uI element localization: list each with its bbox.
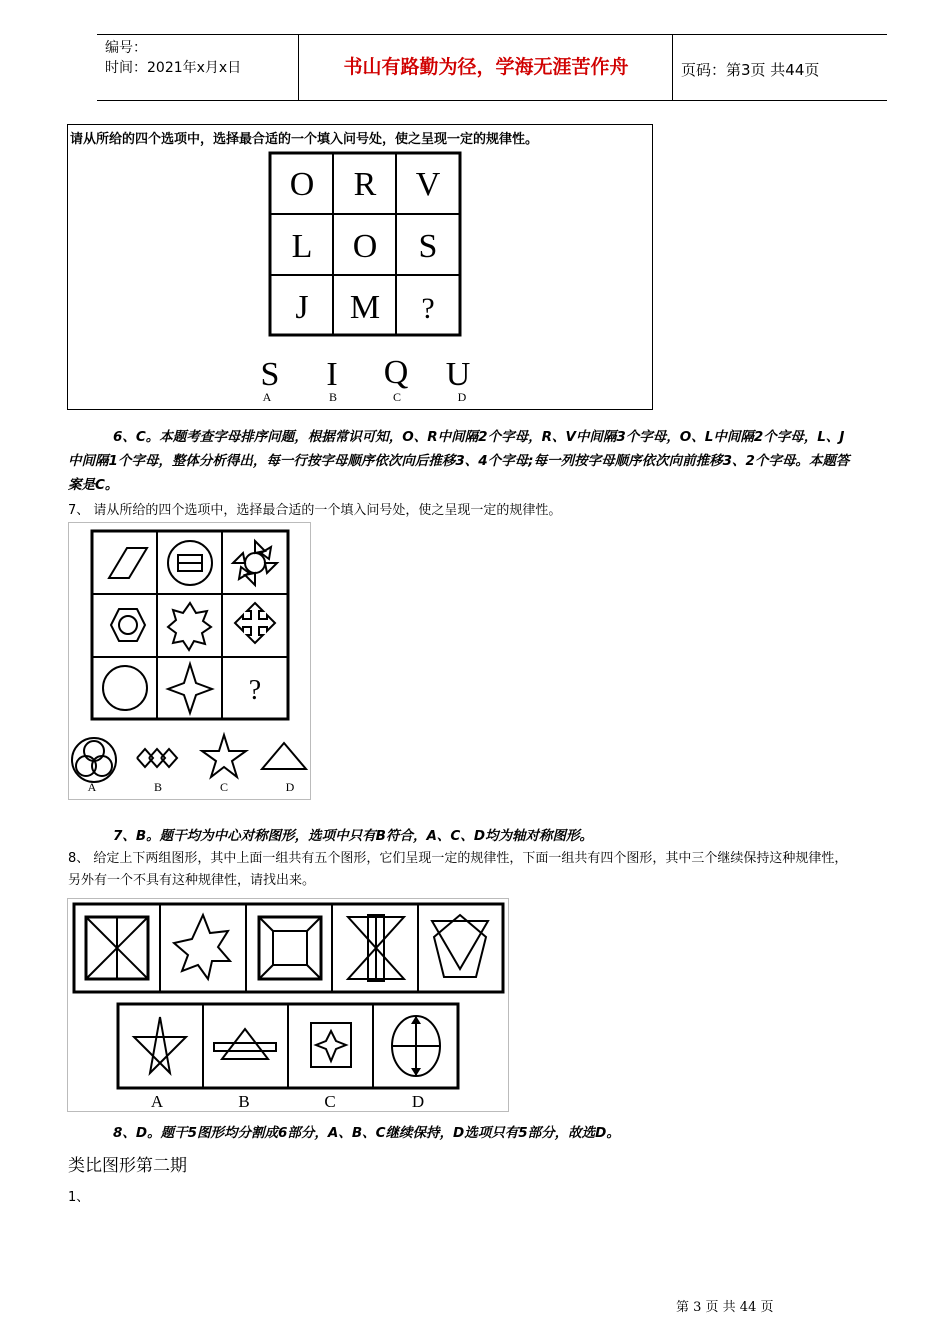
q6-label-b: B [328,390,338,404]
q6-option-b: I [326,356,338,393]
q7-question-mark: ? [248,675,262,706]
q7-prompt: 7、 请从所给的四个选项中，选择最合适的一个填入问号处，使之呈现一定的规律性。 [68,503,562,518]
q7-label-b: B [153,780,163,794]
header-meta [105,38,241,78]
header-page-label: 页码：第3页 共44页 [681,61,820,79]
q6-cell-2: R [353,166,377,203]
option-a-trefoil-icon [72,738,116,782]
parallelogram-icon [109,548,147,578]
q7-label-d: D [285,780,295,794]
q7-explanation: 7、B。题干均为中心对称图形，选项中只有B符合，A、C、D均为轴对称图形。 [113,828,594,844]
q7-label-c: C [219,780,229,794]
hourglass-bar-icon [348,915,404,981]
q8-shape-rows [68,899,508,1111]
q8-prompt-line1: 8、 给定上下两组图形，其中上面一组共有五个图形，它们呈现一定的规律性，下面一组共有四个图形，其中三个继续保持这种规律性， [68,851,848,866]
q7-label-a: A [87,780,97,794]
q8-figure [67,898,509,1112]
header-divider-left [298,34,299,101]
q6-cell-6: S [418,228,438,265]
nested-square-icon [259,917,321,979]
q6-label-a: A [262,390,272,404]
q6-cell-8: M [349,289,381,326]
four-point-star-icon [168,664,212,713]
jagged-star-icon [174,915,230,979]
q8-label-b: B [238,1092,250,1111]
q6-cell-7: J [295,289,309,326]
q6-cell-1: O [289,166,315,203]
time-label: 时间：2021年x月x日 [105,60,242,76]
q6-cell-4: L [291,228,313,265]
q7-figure [68,522,311,800]
q6-explanation-line2: 中间隔1个字母，整体分析得出，每一行按字母顺序依次向后推移3、4个字母;每一列按字母顺序依次向前推移3、2个字母。本题答 [68,453,850,469]
option-b-diamonds-icon [137,749,177,767]
option-b-triangle-bar-icon [214,1029,276,1059]
q6-option-d: U [445,356,471,393]
q6-letter-grid [68,125,652,409]
q6-figure [67,124,653,410]
square-cross-icon [86,917,148,979]
q6-cell-9: ? [421,292,435,325]
header-motto: 书山有路勤为径，学海无涯苦作舟 [343,56,629,78]
q6-explanation-line1: 6、C。本题考查字母排序问题，根据常识可知，O、R中间隔2个字母，R、V中间隔3个字母，O、L中间隔2个字母，L、J [113,429,845,445]
q6-explanation [68,425,928,497]
q7-shape-grid [69,523,310,799]
q6-prompt: 请从所给的四个选项中，选择最合适的一个填入问号处，使之呈现一定的规律性。 [70,132,539,147]
option-c-square-star-icon [311,1023,351,1067]
q8-label-d: D [411,1092,425,1111]
q8-prompt [68,848,940,892]
q6-option-c: Q [383,354,409,391]
header-bottom-rule [97,100,887,101]
q8-explanation: 8、D。题干5图形均分割成6部分，A、B、C继续保持，D选项只有5部分，故选D。 [113,1125,620,1141]
q8-label-a: A [150,1092,164,1111]
circle-icon [103,666,147,710]
section-title: 类比图形第二期 [68,1156,187,1176]
pinwheel-icon [233,541,277,585]
option-a-pentagram-icon [134,1017,186,1073]
q8-prompt-line2: 另外有一个不具有这种规律性，请找出来。 [68,873,316,888]
serial-label: 编号： [105,40,147,56]
q6-explanation-line3: 案是C。 [68,477,119,493]
section-item-number: 1、 [68,1190,90,1205]
q6-cell-3: V [415,166,441,203]
eight-point-star-icon [168,603,211,650]
q6-cell-5: O [352,228,378,265]
option-c-star-icon [202,735,246,777]
q6-option-a: S [260,356,280,393]
q6-label-c: C [392,390,402,404]
hexagon-icon [111,609,145,641]
q8-label-c: C [324,1092,336,1111]
header-divider-right [672,34,673,101]
option-d-triangle-icon [262,743,306,769]
page-footer: 第 3 页 共 44 页 [676,1300,774,1315]
circle-h-icon [168,541,212,585]
option-d-oval-cross-icon [392,1016,440,1076]
cross-arrows-icon [235,603,275,643]
triangle-pentagon-icon [432,915,488,977]
q6-label-d: D [457,390,467,404]
header-top-rule [97,34,887,35]
